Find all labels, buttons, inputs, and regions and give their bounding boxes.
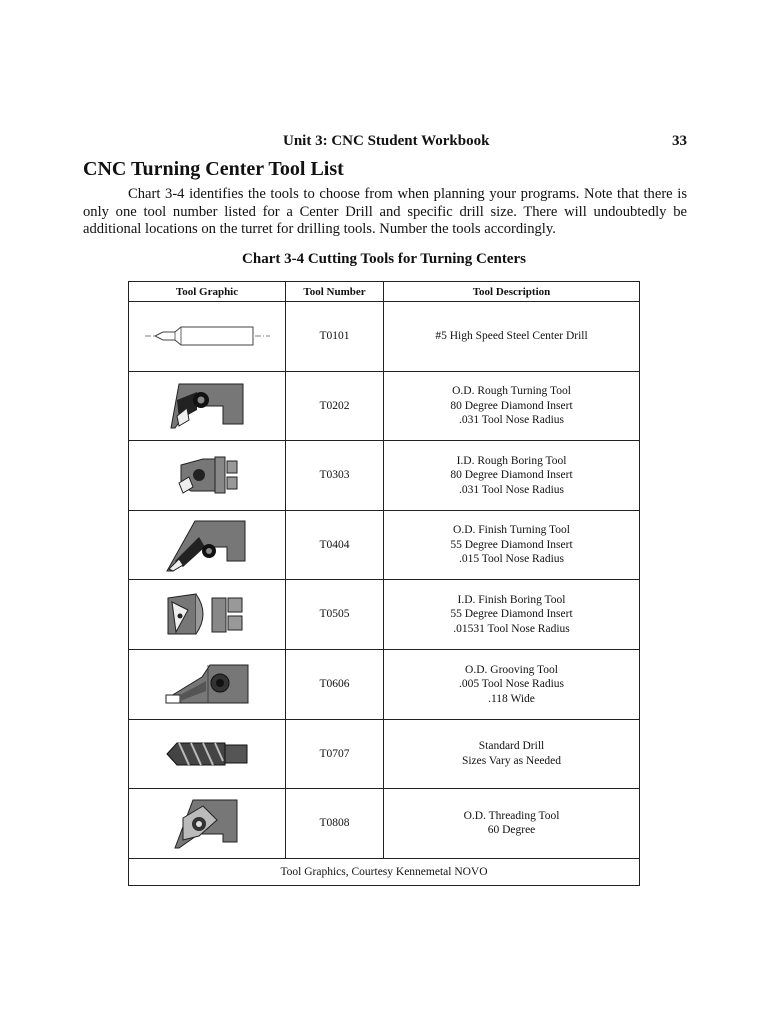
tool-graphic-cell xyxy=(129,441,286,511)
tool-description xyxy=(384,302,640,372)
tool-graphic-cell xyxy=(129,371,286,441)
chart-caption: Chart 3-4 Cutting Tools for Turning Centers xyxy=(242,251,526,267)
tool-table xyxy=(128,281,640,886)
tool-description-line: Standard Drill xyxy=(478,740,545,753)
tool-description-line: 80 Degree Diamond Insert xyxy=(450,399,573,412)
tool-description-line: O.D. Finish Turning Tool xyxy=(453,524,570,537)
tool-number: T0808 xyxy=(286,789,384,859)
tool-description-line: .118 Wide xyxy=(488,692,535,705)
tool-description-line: Sizes Vary as Needed xyxy=(461,754,562,767)
id-finish-boring-bar-icon xyxy=(162,592,252,638)
tool-description-line: O.D. Rough Turning Tool xyxy=(452,385,571,398)
page-title: CNC Turning Center Tool List xyxy=(83,158,344,180)
table-row xyxy=(129,441,640,511)
tool-number: T0707 xyxy=(286,719,384,789)
table-row xyxy=(129,510,640,580)
table-row xyxy=(129,649,640,719)
table-row xyxy=(129,302,640,372)
twist-drill-icon xyxy=(165,739,249,769)
tool-description xyxy=(384,719,640,789)
tool-description-line: 55 Degree Diamond Insert xyxy=(450,538,573,551)
running-header xyxy=(283,133,687,153)
tool-number: T0505 xyxy=(286,580,384,650)
tool-description-line: .031 Tool Nose Radius xyxy=(458,483,565,496)
id-boring-bar-icon xyxy=(175,455,239,495)
tool-description xyxy=(384,789,640,859)
tool-graphic-cell xyxy=(129,649,286,719)
tool-graphic-cell xyxy=(129,302,286,372)
page-number: 33 xyxy=(672,133,687,149)
tool-description xyxy=(384,649,640,719)
tool-number: T0101 xyxy=(286,302,384,372)
table-row xyxy=(129,789,640,859)
table-header-row xyxy=(129,282,640,302)
tool-description-line: #5 High Speed Steel Center Drill xyxy=(435,330,588,343)
tool-number: T0404 xyxy=(286,510,384,580)
tool-graphic-cell xyxy=(129,580,286,650)
tool-description-line: I.D. Rough Boring Tool xyxy=(456,454,567,467)
tool-graphic-cell xyxy=(129,789,286,859)
tool-number: T0202 xyxy=(286,371,384,441)
column-header-number: Tool Number xyxy=(286,282,384,302)
grooving-tool-icon xyxy=(162,661,252,707)
tool-description-line: .031 Tool Nose Radius xyxy=(458,414,565,427)
center-drill-icon xyxy=(145,322,270,350)
tool-description-line: I.D. Finish Boring Tool xyxy=(457,593,566,606)
tool-description xyxy=(384,441,640,511)
graphics-credit: Tool Graphics, Courtesy Kennemetal NOVO xyxy=(129,858,640,885)
intro-paragraph: Chart 3-4 identifies the tools to choose from when planning your programs. Note that there is only one tool number listed for a Center Drill and specific drill size. There will undoubtedly be additional locations on the turret for drilling tools. Number the tools accordingly. xyxy=(83,186,687,237)
od-turning-tool-icon xyxy=(167,380,247,432)
table-row xyxy=(129,371,640,441)
tool-number: T0303 xyxy=(286,441,384,511)
column-header-description: Tool Description xyxy=(384,282,640,302)
od-finish-turning-tool-icon xyxy=(165,517,249,573)
tool-description xyxy=(384,510,640,580)
tool-description-line: 60 Degree xyxy=(487,824,536,837)
tool-description-line: .005 Tool Nose Radius xyxy=(458,678,565,691)
tool-description-line: O.D. Threading Tool xyxy=(463,809,560,822)
credit-row xyxy=(129,858,640,885)
table-row xyxy=(129,580,640,650)
tool-number: T0606 xyxy=(286,649,384,719)
column-header-graphic: Tool Graphic xyxy=(129,282,286,302)
tool-description-line: 80 Degree Diamond Insert xyxy=(450,469,573,482)
tool-description-line: 55 Degree Diamond Insert xyxy=(450,608,573,621)
tool-description-line: .015 Tool Nose Radius xyxy=(458,553,565,566)
tool-description xyxy=(384,580,640,650)
tool-description-line: O.D. Grooving Tool xyxy=(465,663,558,676)
tool-graphic-cell xyxy=(129,510,286,580)
threading-tool-icon xyxy=(173,796,241,850)
unit-title: Unit 3: CNC Student Workbook xyxy=(283,133,490,149)
tool-description-line: .01531 Tool Nose Radius xyxy=(453,622,570,635)
table-row xyxy=(129,719,640,789)
tool-description xyxy=(384,371,640,441)
tool-graphic-cell xyxy=(129,719,286,789)
